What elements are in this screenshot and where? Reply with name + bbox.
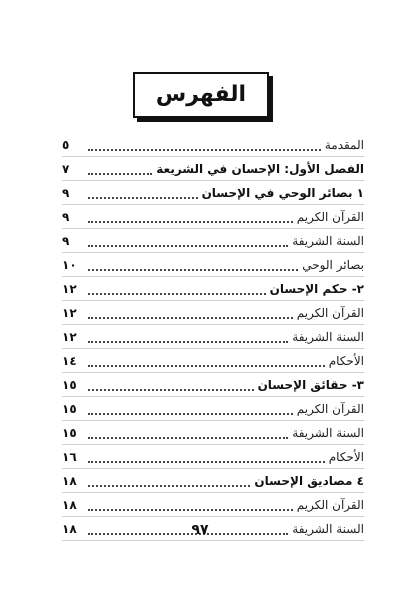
dot-leader [88, 139, 321, 151]
toc-entry-label: القرآن الكريم [296, 305, 364, 320]
toc-entry-page: ١٨ [62, 473, 77, 488]
toc-entry-label: الأحكام [328, 353, 364, 368]
table-of-contents [62, 133, 364, 541]
toc-entry-label: القرآن الكريم [296, 401, 364, 416]
toc-entry [62, 325, 364, 349]
dot-leader [88, 163, 152, 175]
toc-entry [62, 181, 364, 205]
toc-entry [62, 493, 364, 517]
toc-entry-label: المقدمة [324, 137, 364, 152]
toc-entry [62, 133, 364, 157]
toc-entry-label: السنة الشريفة [292, 233, 364, 248]
toc-entry [62, 397, 364, 421]
dot-leader [88, 403, 293, 415]
toc-entry-label: الأحكام [328, 449, 364, 464]
dot-leader [88, 355, 325, 367]
toc-entry [62, 445, 364, 469]
toc-entry-label: القرآن الكريم [296, 209, 364, 224]
toc-entry [62, 421, 364, 445]
toc-entry-page: ١٢ [62, 281, 77, 296]
toc-entry-label: السنة الشريفة [292, 521, 364, 536]
toc-entry-label: ٣- حقائق الإحسان [257, 377, 364, 392]
dot-leader [88, 235, 288, 247]
index-title-box [133, 72, 269, 118]
dot-leader [88, 475, 250, 487]
toc-entry-page: ١٢ [62, 305, 77, 320]
toc-entry [62, 229, 364, 253]
dot-leader [88, 451, 325, 463]
toc-entry-label: ٢- حكم الإحسان [269, 281, 364, 296]
dot-leader [88, 283, 266, 295]
toc-entry-label: القرآن الكريم [296, 497, 364, 512]
toc-entry-label: بصائر الوحي [302, 257, 364, 272]
dot-leader [88, 379, 254, 391]
toc-entry-label: ١ بصائر الوحي في الإحسان [201, 185, 364, 200]
toc-entry [62, 157, 364, 181]
dot-leader [88, 259, 298, 271]
toc-entry-page: ١٦ [62, 449, 77, 464]
dot-leader [88, 187, 198, 199]
toc-entry-page: ٩ [62, 233, 70, 248]
toc-entry-page: ٩ [62, 209, 70, 224]
dot-leader [88, 499, 293, 511]
toc-entry-page: ٥ [62, 137, 70, 152]
page-number: ٩٧ [191, 522, 209, 538]
toc-entry [62, 205, 364, 229]
toc-entry-page: ٧ [62, 161, 70, 176]
toc-entry [62, 301, 364, 325]
toc-entry [62, 277, 364, 301]
toc-entry-page: ١٢ [62, 329, 77, 344]
toc-entry [62, 469, 364, 493]
toc-entry-page: ١٥ [62, 425, 77, 440]
toc-entry-page: ١٨ [62, 497, 77, 512]
dot-leader [88, 307, 293, 319]
toc-entry-label: ٤ مصاديق الإحسان [254, 473, 364, 488]
toc-entry [62, 253, 364, 277]
toc-entry-page: ١٨ [62, 521, 77, 536]
toc-entry [62, 373, 364, 397]
toc-entry [62, 349, 364, 373]
toc-entry-label: الفصل الأول: الإحسان في الشريعة [156, 161, 364, 176]
dot-leader [88, 427, 288, 439]
dot-leader [88, 331, 288, 343]
toc-entry-label: السنة الشريفة [292, 425, 364, 440]
toc-entry-page: ١٥ [62, 377, 77, 392]
toc-entry-page: ١٤ [62, 353, 77, 368]
toc-entry-page: ١٠ [62, 257, 77, 272]
toc-entry-page: ٩ [62, 185, 70, 200]
page-title: الفهرس [155, 82, 247, 107]
toc-entry-label: السنة الشريفة [292, 329, 364, 344]
dot-leader [88, 211, 293, 223]
toc-entry-page: ١٥ [62, 401, 77, 416]
